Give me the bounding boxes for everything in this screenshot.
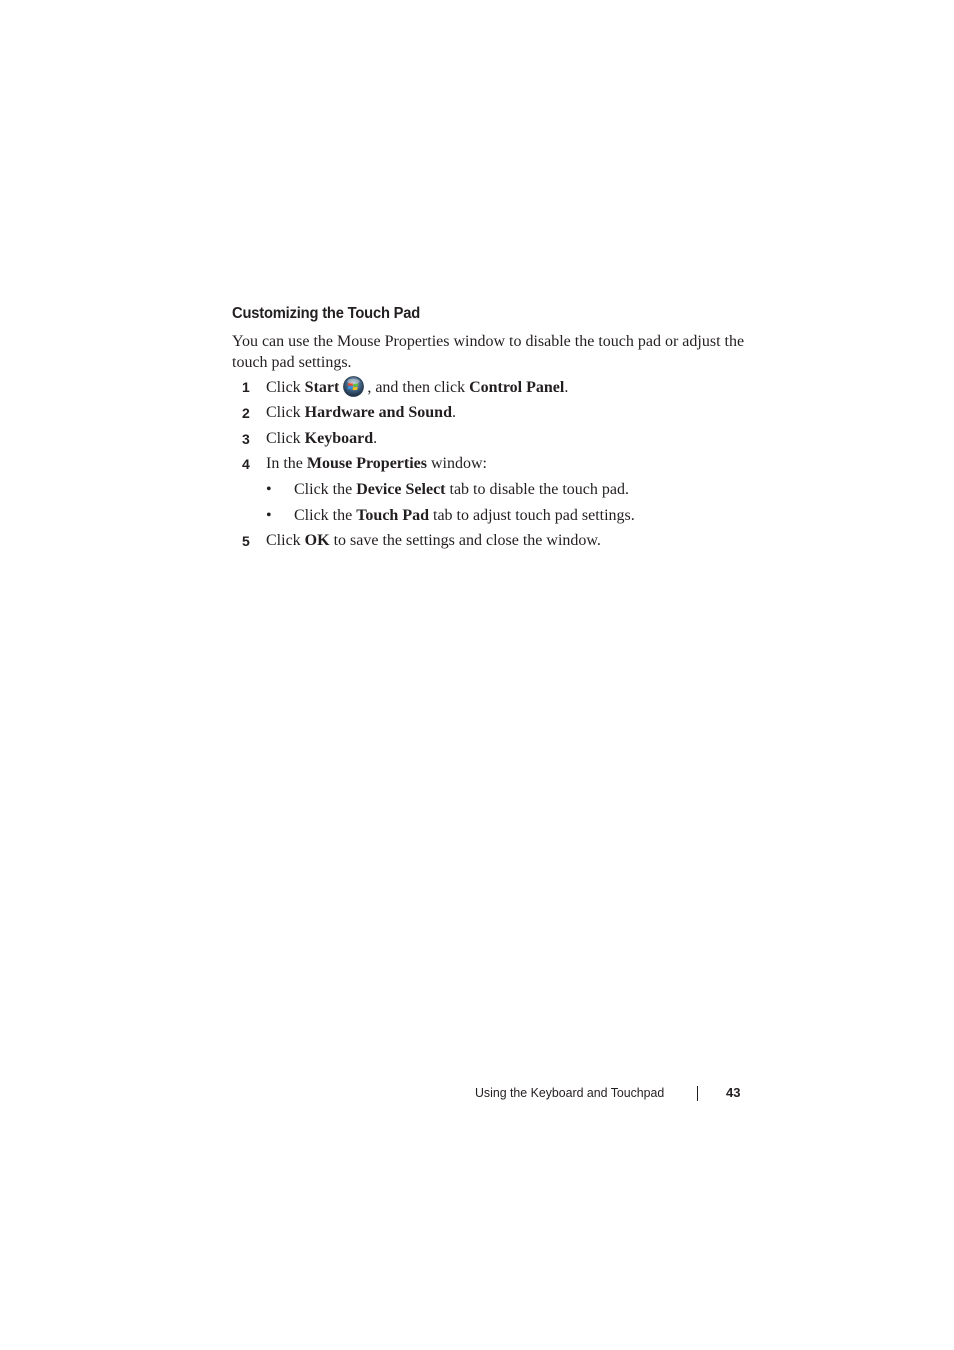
bullet-text-plain: tab to disable the touch pad. [445, 481, 630, 498]
step-text-plain: , and then click [367, 379, 470, 396]
step-text-plain: . [451, 404, 456, 421]
step-number: 1 [242, 379, 250, 395]
device-select-tab-label: Device Select [356, 481, 446, 498]
hardware-and-sound-label: Hardware and Sound [304, 404, 452, 421]
section-heading: Customizing the Touch Pad [232, 305, 421, 322]
footer-chapter-title: Using the Keyboard and Touchpad [475, 1085, 665, 1100]
step-text-plain: to save the settings and close the window. [329, 532, 601, 549]
step-number: 2 [242, 405, 250, 421]
control-panel-label: Control Panel [469, 379, 565, 396]
bullet-text [294, 479, 629, 501]
bullet-text-plain: Click the [294, 507, 357, 524]
step-text-plain: Click [266, 532, 305, 549]
step-number: 4 [242, 456, 250, 472]
windows-start-orb-icon [343, 376, 364, 397]
bullet-dot: • [266, 481, 272, 498]
step-text-plain: Click [266, 379, 305, 396]
footer-divider [697, 1086, 698, 1101]
step-number: 3 [242, 431, 250, 447]
step-text [266, 530, 601, 552]
bullet-text-plain: tab to adjust touch pad settings. [429, 507, 635, 524]
step-number: 5 [242, 533, 250, 549]
bullet-dot: • [266, 507, 272, 524]
mouse-properties-label: Mouse Properties [306, 455, 427, 472]
step-text-plain: window: [427, 455, 487, 472]
step-text [266, 376, 568, 399]
page-number: 43 [726, 1085, 741, 1100]
step-text-plain: . [373, 430, 378, 447]
ok-label: OK [304, 532, 330, 549]
step-text-plain: Click [266, 430, 305, 447]
keyboard-label: Keyboard [304, 430, 374, 447]
touch-pad-tab-label: Touch Pad [356, 507, 429, 524]
intro-paragraph: You can use the Mouse Properties window to disable the touch pad or adjust the touch pad settings. [232, 333, 745, 371]
start-menu-label: Start [304, 379, 340, 396]
bullet-text-plain: Click the [294, 481, 357, 498]
step-text-plain: Click [266, 404, 305, 421]
bullet-text [294, 505, 635, 527]
step-text-plain: In the [266, 455, 307, 472]
step-text [266, 428, 377, 450]
step-text [266, 402, 456, 424]
step-text [266, 453, 487, 475]
step-text-plain: . [564, 379, 569, 396]
